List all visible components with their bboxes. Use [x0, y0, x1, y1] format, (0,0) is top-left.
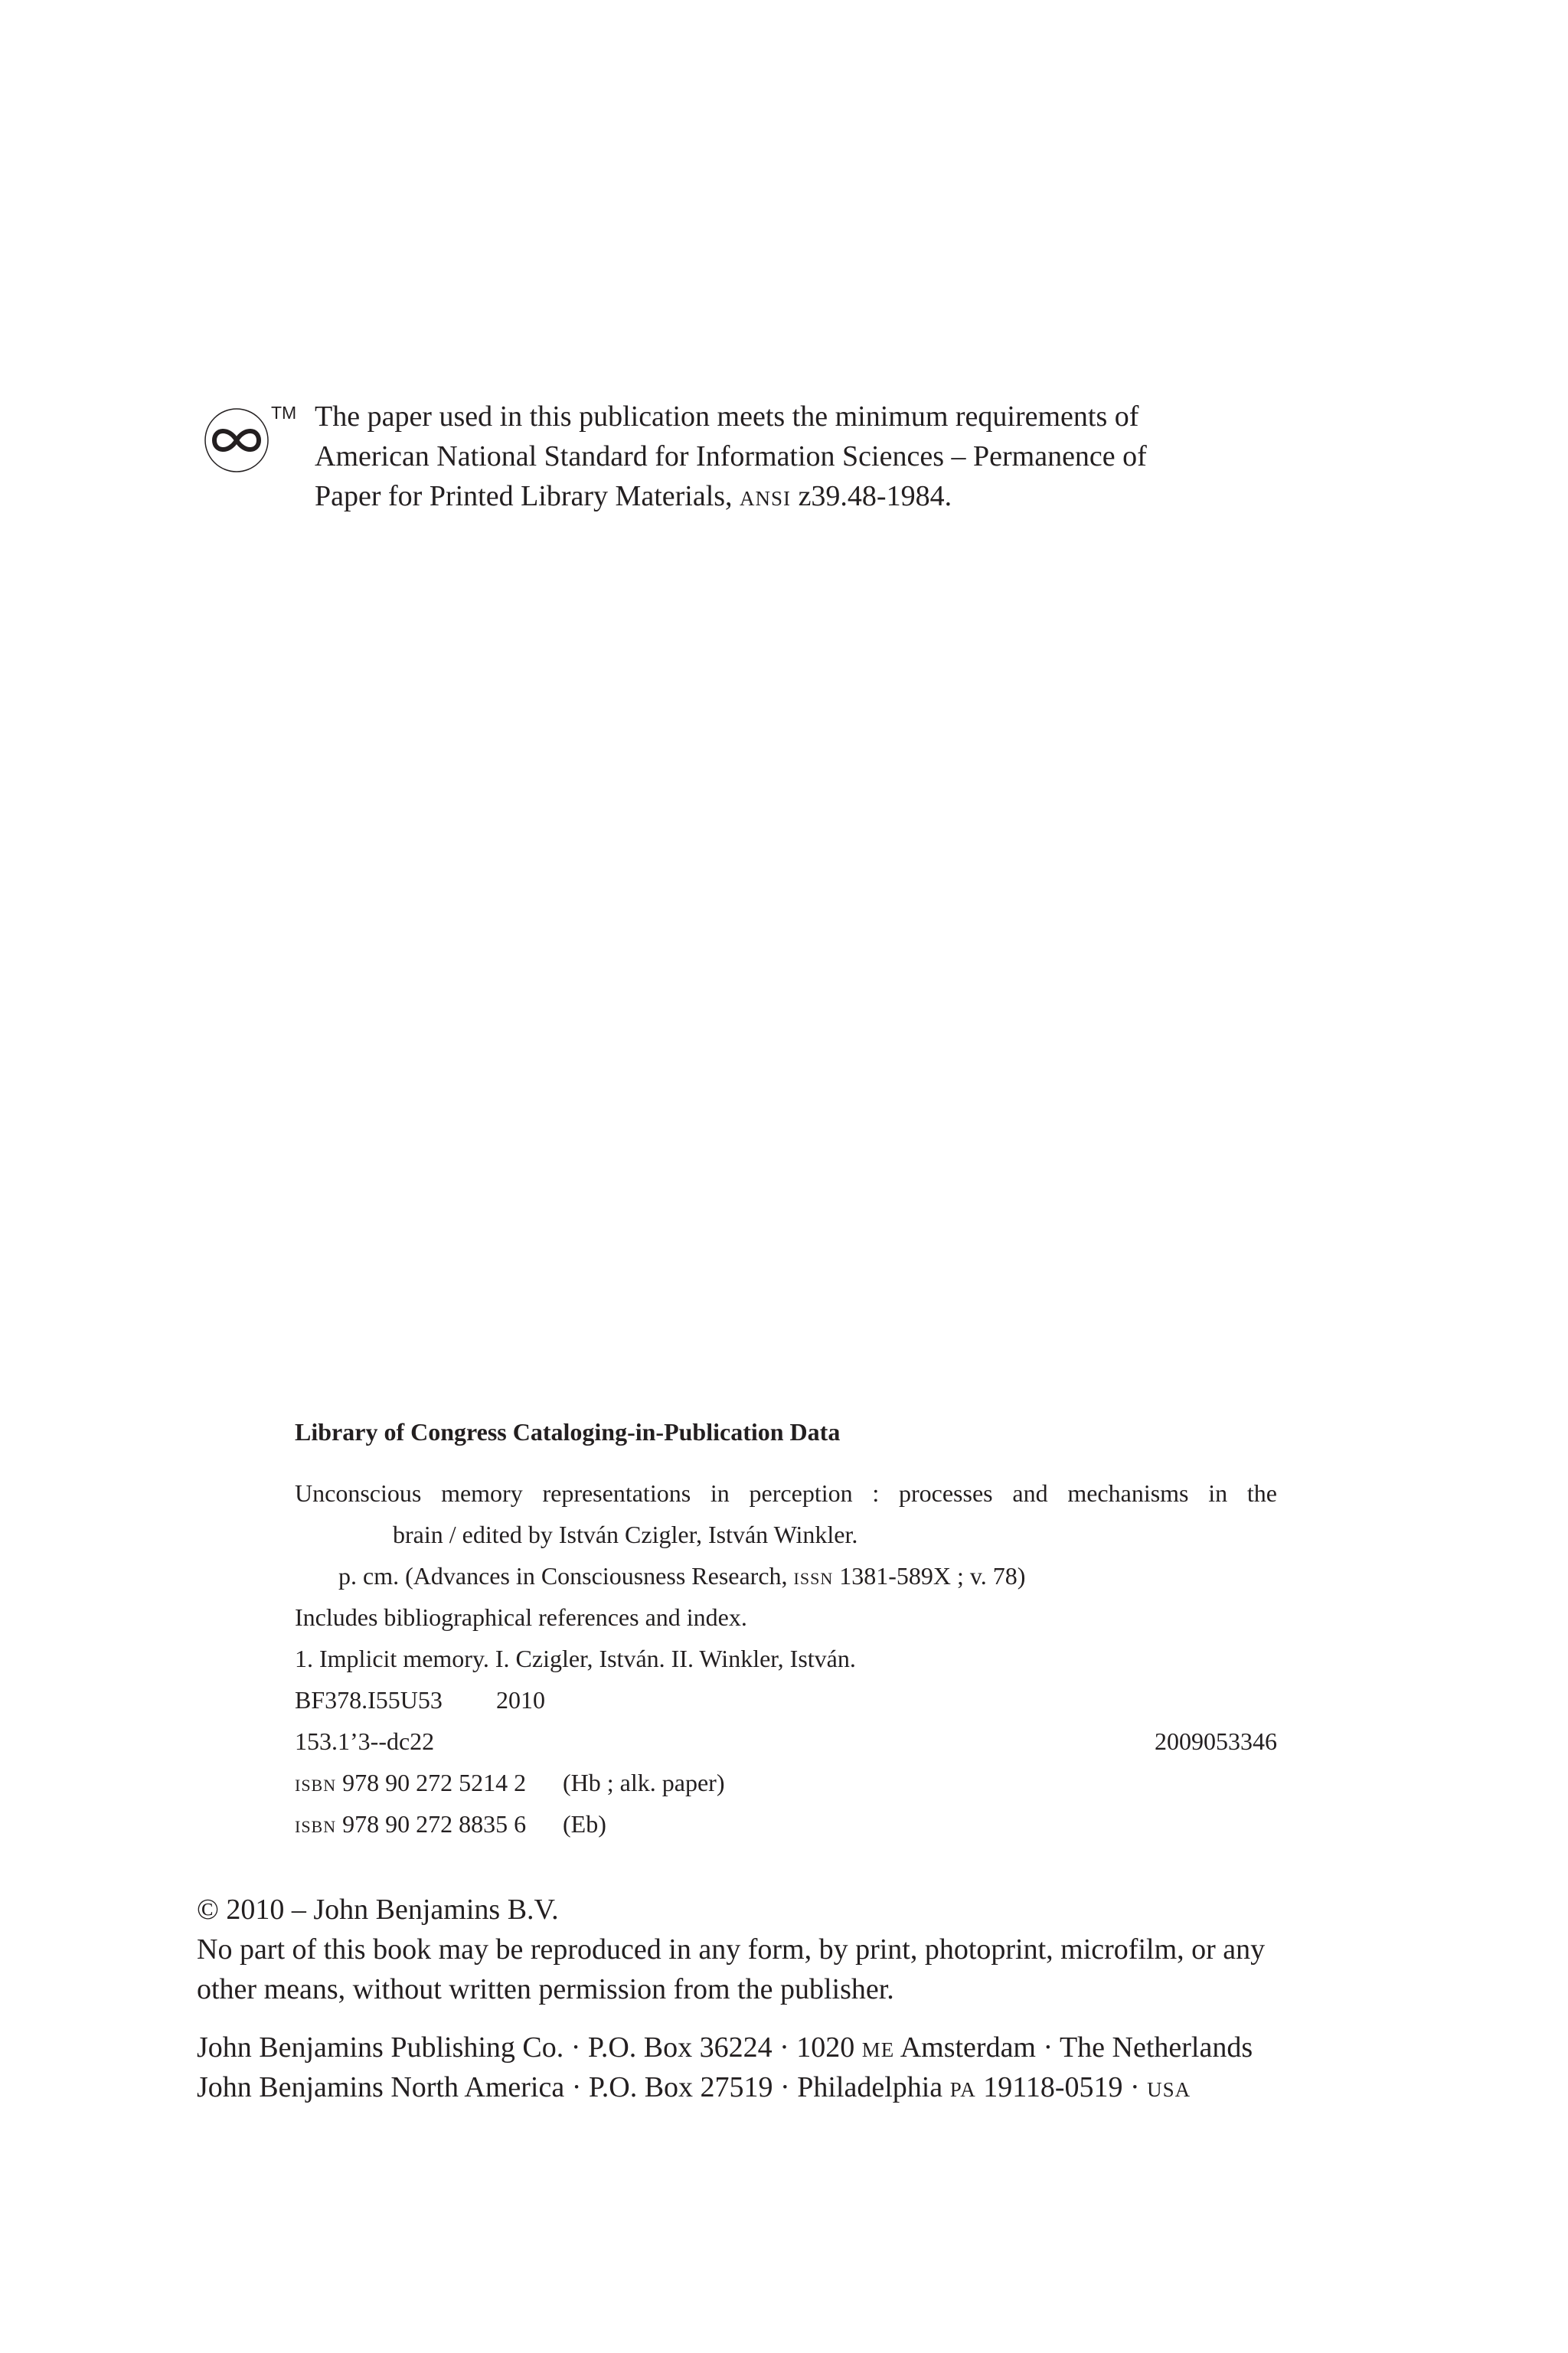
permanence-line-3 [315, 479, 952, 513]
cip-isbn-eb [295, 1810, 526, 1838]
cip-includes-line: Includes bibliographical references and index. [295, 1603, 747, 1631]
permanence-line-3-standard: z39.48-1984. [791, 480, 952, 512]
issn-abbrev: issn [793, 1562, 834, 1590]
permanence-line-2: American National Standard for Information Sciences – Permanence of [315, 440, 1147, 472]
address-text: John Benjamins North America · P.O. Box 27519 · Philadelphia [197, 2071, 950, 2103]
cip-heading: Library of Congress Cataloging-in-Publication Data [295, 1418, 841, 1446]
trademark-symbol: TM [271, 403, 297, 423]
cip-dewey: 153.1’3--dc22 [295, 1727, 435, 1755]
cip-isbn-hb-note: (Hb ; alk. paper) [563, 1769, 725, 1796]
cip-series-text: p. cm. (Advances in Consciousness Research, [338, 1562, 794, 1590]
copyright-line: © 2010 – John Benjamins B.V. [197, 1894, 559, 1926]
address-city: Amsterdam · The Netherlands [894, 2031, 1253, 2064]
country-abbrev: usa [1147, 2071, 1191, 2103]
cip-lc-class: BF378.I55U53 [295, 1686, 443, 1714]
ansi-abbrev: ansi [740, 480, 792, 512]
isbn-number: 978 90 272 5214 2 [342, 1769, 527, 1796]
cip-lccn: 2009053346 [1155, 1727, 1277, 1755]
state-abbrev: pa [949, 2071, 976, 2103]
cip-isbn-eb-note: (Eb) [563, 1810, 606, 1838]
postcode-suffix: me [861, 2031, 895, 2064]
infinity-permanence-icon [204, 407, 270, 473]
publisher-address-north-america [197, 2070, 1191, 2104]
rights-line-2: other means, without written permission from the publisher. [197, 1973, 894, 2005]
rights-line-1: No part of this book may be reproduced in any form, by print, photoprint, microfilm, or any [197, 1933, 1266, 1966]
isbn-number: 978 90 272 8835 6 [342, 1810, 527, 1838]
address-text: John Benjamins Publishing Co. · P.O. Box 36224 · 1020 [197, 2031, 862, 2064]
publisher-address-netherlands [197, 2031, 1253, 2064]
permanence-line-3-text: Paper for Printed Library Materials, [315, 480, 740, 512]
permanence-line-1: The paper used in this publication meets the minimum requirements of [315, 400, 1139, 433]
cip-subjects-line: 1. Implicit memory. I. Czigler, István. II. Winkler, István. [295, 1645, 856, 1672]
address-zip: 19118-0519 · [975, 2071, 1148, 2103]
isbn-abbrev: isbn [295, 1769, 337, 1796]
cip-series-number: 1381-589X ; v. 78) [833, 1562, 1026, 1590]
cip-isbn-hb [295, 1769, 526, 1797]
cip-title-line-1: Unconscious memory representations in perception : processes and mechanisms in the [295, 1479, 1277, 1507]
cip-title-line-2: brain / edited by István Czigler, István Winkler. [393, 1521, 858, 1548]
cip-lc-year: 2010 [496, 1686, 545, 1714]
cip-series-line [338, 1562, 1025, 1590]
isbn-abbrev: isbn [295, 1810, 337, 1838]
